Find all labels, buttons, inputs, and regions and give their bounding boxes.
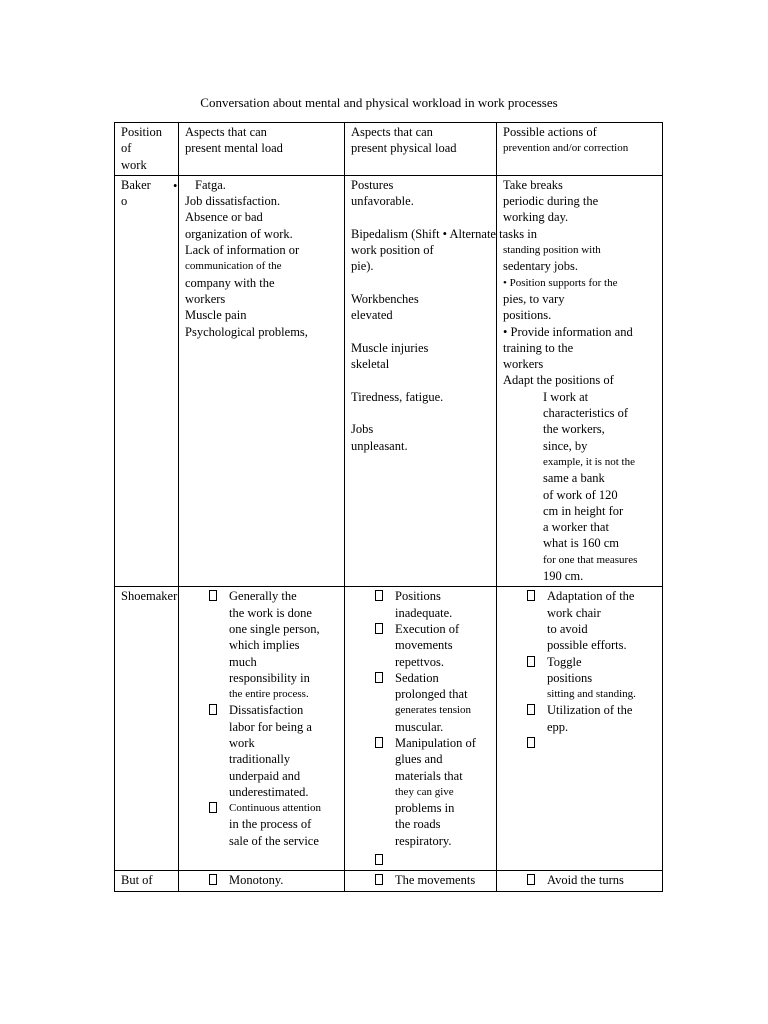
cell-physical-shoemaker — [345, 587, 497, 871]
list-item: Continuous attention in the process of sale of the service — [185, 800, 339, 849]
cell-mental-shoemaker — [179, 587, 345, 871]
list-item: Dissatisfaction labor for being a work traditionally underpaid and underestimated. — [185, 702, 339, 800]
cell-mental-baker: Fatga. Job dissatisfaction. Absence or bad organization of work. Lack of information or communication of the company with the workers Muscle pain Psychological problems, — [179, 175, 345, 586]
checkbox-glyph-icon — [527, 704, 535, 715]
checkbox-glyph-icon — [527, 737, 535, 748]
checkbox-glyph-icon — [209, 802, 217, 813]
workload-table — [114, 122, 663, 892]
list-item: Sedation prolonged that generates tension muscular. — [351, 670, 491, 735]
bullet-glyph: • — [173, 178, 178, 193]
checkbox-glyph-icon — [209, 874, 217, 885]
list-item — [503, 735, 657, 751]
checkbox-glyph-icon — [375, 854, 383, 865]
cell-position-last: But of — [115, 871, 179, 891]
cell-position-shoemaker: Shoemaker — [115, 587, 179, 871]
checkbox-glyph-icon — [527, 656, 535, 667]
indented-actions: I work at characteristics of the workers, since, by example, it is not the same a bank of work of 120 cm in height for a worker that what is 160 cm for one that measures 190 cm. — [543, 389, 638, 584]
header-position: Position of work — [115, 123, 179, 176]
cell-physical-last — [345, 871, 497, 891]
cell-physical-baker: Postures unfavorable. Bipedalism (Shift • Alternate tasks in work position of pie). Workbenches elevated Muscle injuries skeletal Tiredness, fatigue. Jobs unpleasant. — [345, 175, 497, 586]
cell-position-baker: Baker o • — [115, 175, 179, 586]
document-title: Conversation about mental and physical workload in work processes — [200, 95, 558, 110]
checkbox-glyph-icon — [375, 623, 383, 634]
checkbox-glyph-icon — [209, 704, 217, 715]
cell-mental-last — [179, 871, 345, 891]
checkbox-glyph-icon — [375, 737, 383, 748]
cell-actions-baker: Take breaks periodic during the working day. standing position with sedentary jobs. • Position supports for the pies, to vary positions. • Provide information and training to the workers Adapt the positions of I work at characteristics of the workers, since, by example, it is not the same a bank of work of 120 cm in height for a worker that what is 160 cm for one that measures 190 cm. — [497, 175, 663, 586]
list-item: Generally the the work is done one single person, which implies much responsibility in the entire process. — [185, 588, 339, 702]
list-item: Monotony. — [185, 872, 339, 888]
header-row — [115, 123, 663, 176]
cell-actions-last — [497, 871, 663, 891]
table-row-shoemaker — [115, 587, 663, 871]
table-row-baker — [115, 175, 663, 586]
list-item: Positions inadequate. — [351, 588, 491, 621]
list-item — [351, 852, 491, 868]
header-actions: Possible actions of prevention and/or correction — [497, 123, 663, 176]
header-physical-load: Aspects that can present physical load — [345, 123, 497, 176]
list-item: Execution of movements repettvos. — [351, 621, 491, 670]
checkbox-glyph-icon — [527, 590, 535, 601]
list-item: Adaptation of the work chair to avoid possible efforts. — [503, 588, 657, 653]
checkbox-glyph-icon — [375, 672, 383, 683]
list-item: Toggle positions sitting and standing. — [503, 654, 657, 703]
header-mental-load: Aspects that can present mental load — [179, 123, 345, 176]
checkbox-glyph-icon — [375, 590, 383, 601]
list-item: Utilization of the epp. — [503, 702, 657, 735]
cell-actions-shoemaker — [497, 587, 663, 871]
checkbox-glyph-icon — [527, 874, 535, 885]
list-item: Manipulation of glues and materials that they can give problems in the roads respiratory. — [351, 735, 491, 849]
checkbox-glyph-icon — [209, 590, 217, 601]
list-item: The movements — [351, 872, 491, 888]
table-row-last — [115, 871, 663, 891]
list-item: Avoid the turns — [503, 872, 657, 888]
checkbox-glyph-icon — [375, 874, 383, 885]
